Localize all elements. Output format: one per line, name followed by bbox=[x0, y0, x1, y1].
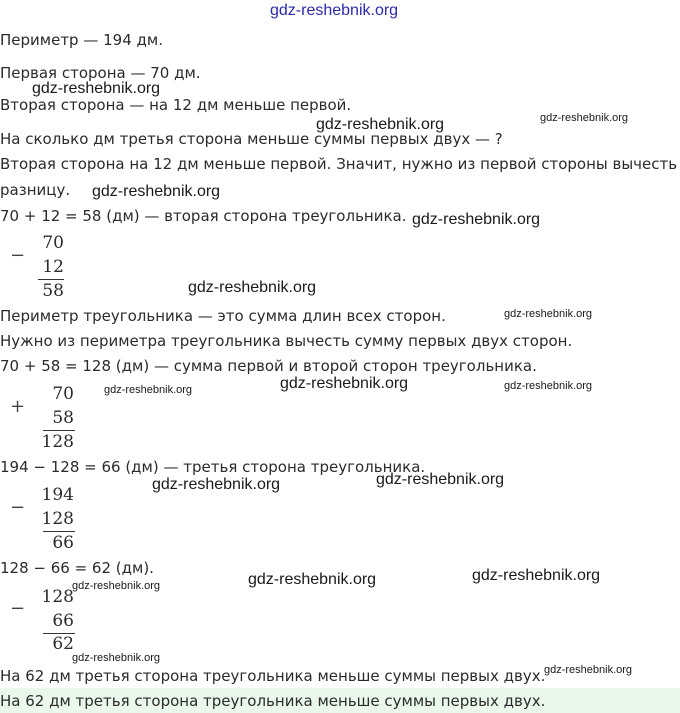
column-result: 58 bbox=[42, 281, 64, 301]
instruction-line: Нужно из периметра треугольника вычесть сумму первых двух сторон. bbox=[0, 332, 573, 350]
column-bar bbox=[43, 430, 75, 431]
perimeter-line: Периметр — 194 дм. bbox=[0, 31, 163, 49]
watermark: gdz-reshebnik.org bbox=[412, 211, 541, 228]
minus-sign: − bbox=[10, 497, 26, 518]
watermark: gdz-reshebnik.org bbox=[188, 279, 317, 296]
watermark: gdz-reshebnik.org bbox=[104, 384, 193, 396]
watermark: gdz-reshebnik.org bbox=[504, 308, 593, 320]
column-operand: 70 bbox=[52, 384, 74, 404]
watermark: gdz-reshebnik.org bbox=[544, 664, 633, 676]
equation-1: 70 + 12 = 58 (дм) — вторая сторона треугольника. bbox=[0, 207, 407, 225]
column-operand: 128 bbox=[41, 587, 74, 607]
watermark: gdz-reshebnik.org bbox=[280, 375, 409, 392]
column-operand: 12 bbox=[42, 257, 64, 277]
explanation-line-2: разницу. bbox=[0, 181, 71, 199]
watermark: gdz-reshebnik.org bbox=[92, 183, 221, 200]
minus-sign: − bbox=[10, 598, 26, 619]
column-bar bbox=[38, 279, 64, 280]
watermark: gdz-reshebnik.org bbox=[376, 471, 505, 488]
watermark: gdz-reshebnik.org bbox=[540, 112, 629, 124]
watermark: gdz-reshebnik.org bbox=[472, 567, 601, 584]
minus-sign: − bbox=[10, 245, 26, 266]
column-result: 128 bbox=[41, 432, 74, 452]
watermark-top: gdz-reshebnik.org bbox=[270, 2, 399, 19]
watermark: gdz-reshebnik.org bbox=[504, 380, 593, 392]
column-operand: 194 bbox=[41, 485, 74, 505]
watermark: gdz-reshebnik.org bbox=[248, 571, 377, 588]
column-result: 66 bbox=[52, 533, 74, 553]
equation-2: 70 + 58 = 128 (дм) — сумма первой и второй сторон треугольника. bbox=[0, 357, 537, 375]
second-side-line: Вторая сторона — на 12 дм меньше первой. bbox=[0, 96, 352, 114]
column-operand: 70 bbox=[42, 233, 64, 253]
column-operand: 128 bbox=[41, 509, 74, 529]
column-result: 62 bbox=[52, 634, 74, 654]
column-bar bbox=[43, 531, 75, 532]
column-operand: 58 bbox=[52, 408, 74, 428]
equation-3: 194 − 128 = 66 (дм) — третья сторона треугольника. bbox=[0, 458, 426, 476]
watermark: gdz-reshebnik.org bbox=[152, 476, 281, 493]
conclusion-line: На 62 дм третья сторона треугольника меньше суммы первых двух. bbox=[0, 667, 546, 685]
watermark: gdz-reshebnik.org bbox=[32, 80, 161, 97]
watermark: gdz-reshebnik.org bbox=[316, 116, 445, 133]
perimeter-definition: Периметр треугольника — это сумма длин всех сторон. bbox=[0, 307, 446, 325]
equation-4: 128 − 66 = 62 (дм). bbox=[0, 559, 154, 577]
question-line: На сколько дм третья сторона меньше суммы первых двух — ? bbox=[0, 130, 503, 148]
answer-text: На 62 дм третья сторона треугольника меньше суммы первых двух. bbox=[0, 692, 546, 710]
first-side-line: Первая сторона — 70 дм. bbox=[0, 64, 201, 82]
explanation-line: Вторая сторона на 12 дм меньше первой. Значит, нужно из первой стороны вычесть bbox=[0, 155, 678, 173]
watermark: gdz-reshebnik.org bbox=[72, 652, 161, 664]
column-operand: 66 bbox=[52, 611, 74, 631]
watermark: gdz-reshebnik.org bbox=[72, 580, 161, 592]
answer-band bbox=[0, 688, 680, 713]
plus-sign: + bbox=[10, 396, 26, 417]
